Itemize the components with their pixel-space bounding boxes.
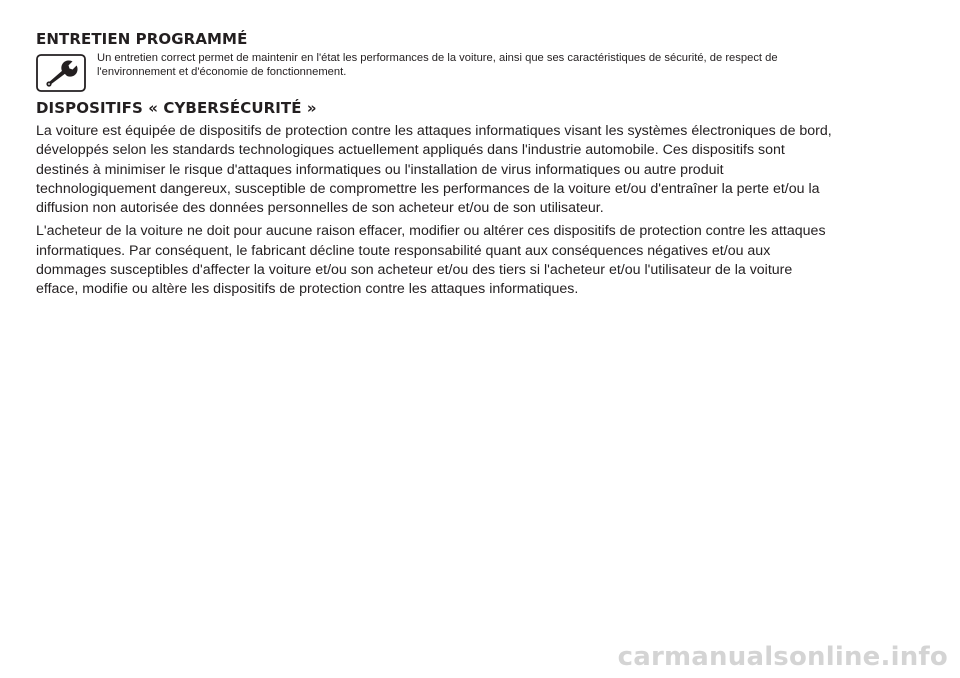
watermark: carmanualsonline.info xyxy=(617,642,948,672)
manual-page xyxy=(36,30,836,300)
maintenance-note-text: Un entretien correct permet de maintenir en l'état les performances de la voiture, ainsi que ses caractéristiques de sécurité, de respect de l'environnement et d'économie de fonctionnement. xyxy=(97,52,778,78)
cybersecurity-paragraph-2: L'acheteur de la voiture ne doit pour aucune raison effacer, modifier ou altérer ces dispositifs de protection contre les attaques informatiques. Par conséquent, le fabricant décline toute responsabilité quant aux conséquences négatives et/ou aux dommages susceptibles d'affecter la voiture et/ou son acheteur et/ou des tiers si l'acheteur et/ou l'utilisateur de la voiture efface, modifie ou altère les dispositifs de protection contre les attaques informatiques. xyxy=(36,223,826,298)
maintenance-note xyxy=(36,52,836,92)
section-title-scheduled-maintenance: ENTRETIEN PROGRAMMÉ xyxy=(36,30,248,48)
cybersecurity-paragraph-1: La voiture est équipée de dispositifs de protection contre les attaques informatiques visant les systèmes électroniques de bord, développés selon les standards technologiques actuellement appliqués dans l'industrie automobile. Ces dispositifs sont destinés à minimiser le risque d'attaques informatiques ou l'installation de virus informatiques ou autre produit technologiquement dangereux, susceptible de compromettre les performances de la voiture et/ou d'entraîner la perte et/ou la diffusion non autorisée des données personnelles de son acheteur et/ou de son utilisateur. xyxy=(36,123,832,217)
wrench-icon xyxy=(36,54,86,92)
section-title-cybersecurity: DISPOSITIFS « CYBERSÉCURITÉ » xyxy=(36,99,317,117)
